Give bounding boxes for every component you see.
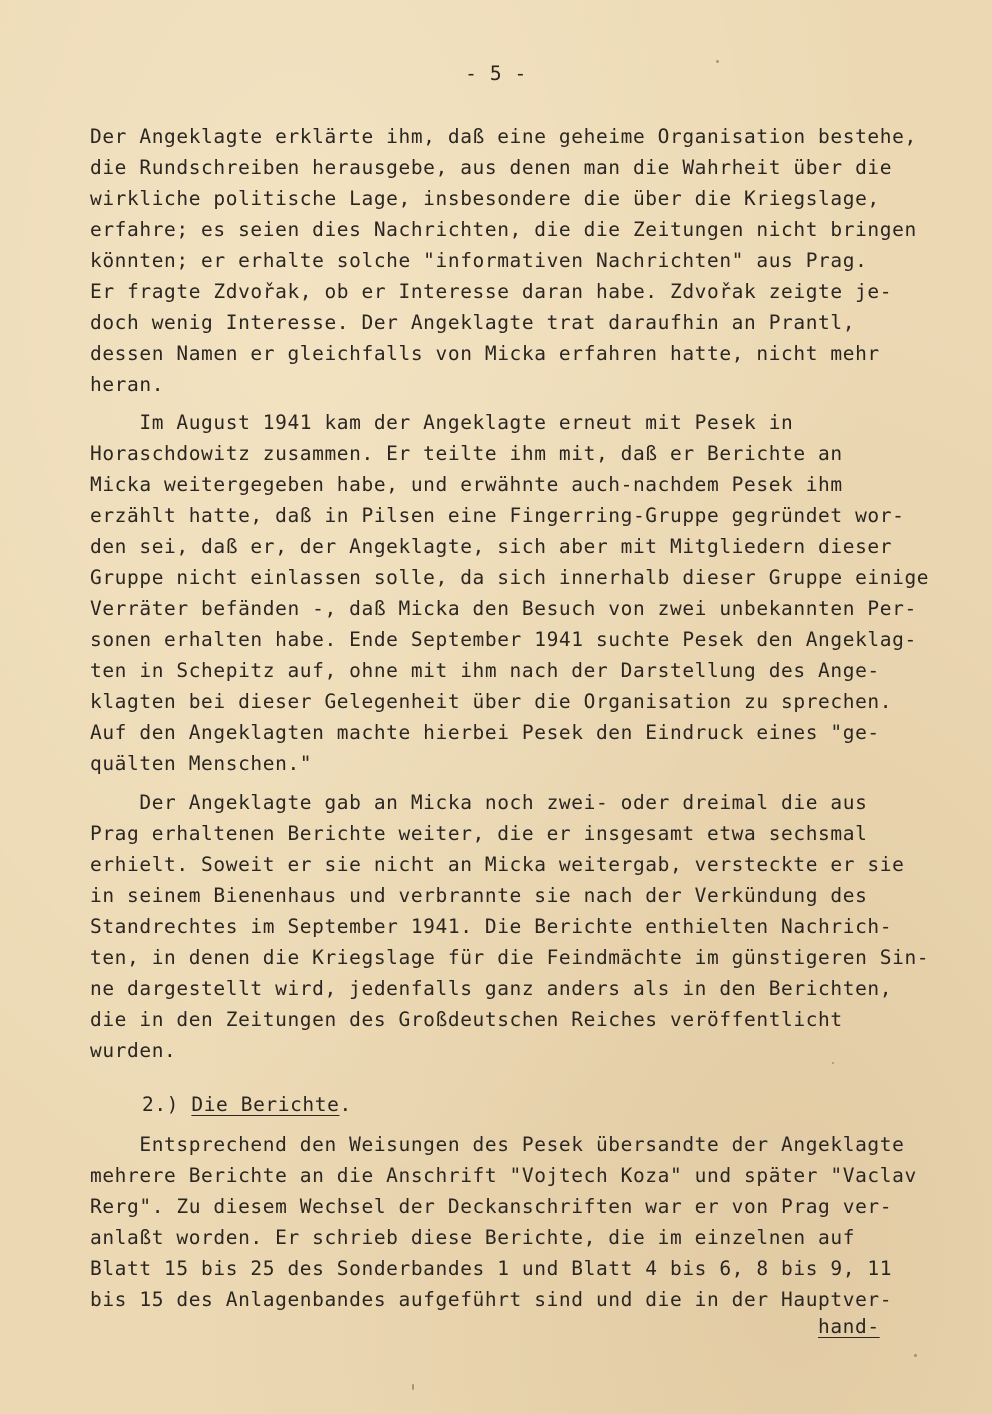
paper-speck xyxy=(716,60,719,63)
text-line: Auf den Angeklagten machte hierbei Pesek den Eindruck eines "ge- xyxy=(90,721,880,744)
text-line: könnten; er erhalte solche "informativen Nachrichten" aus Prag. xyxy=(90,249,868,272)
text-line: ten in Schepitz auf, ohne mit ihm nach der Darstellung des Ange- xyxy=(90,659,880,682)
text-line: erfahre; es seien dies Nachrichten, die die Zeitungen nicht bringen xyxy=(90,218,917,241)
text-line: in seinem Bienenhaus und verbrannte sie nach der Verkündung des xyxy=(90,884,868,907)
text-line: den sei, daß er, der Angeklagte, sich aber mit Mitgliedern dieser xyxy=(90,535,893,558)
paper-speck xyxy=(832,1062,834,1064)
text-line: die in den Zeitungen des Großdeutschen Reiches veröffentlicht xyxy=(90,1008,843,1031)
text-line: Micka weitergegeben habe, und erwähnte auch-nachdem Pesek ihm xyxy=(90,473,843,496)
text-line: erhielt. Soweit er sie nicht an Micka weitergab, versteckte er sie xyxy=(90,853,905,876)
text-line: Standrechtes im September 1941. Die Berichte enthielten Nachrich- xyxy=(90,915,893,938)
catchword: hand- xyxy=(818,1315,880,1338)
text-line: ten, in denen die Kriegslage für die Feindmächte im günstigeren Sin- xyxy=(90,946,930,969)
paper-speck xyxy=(412,1384,414,1390)
text-line: anlaßt worden. Er schrieb diese Berichte, die im einzelnen auf xyxy=(90,1226,856,1249)
section-number: 2.) xyxy=(142,1093,180,1116)
text-line: Rerg". Zu diesem Wechsel der Deckanschriften war er von Prag ver- xyxy=(90,1195,893,1218)
text-line: klagten bei dieser Gelegenheit über die Organisation zu sprechen. xyxy=(90,690,893,713)
text-line: erzählt hatte, daß in Pilsen eine Fingerring-Gruppe gegründet wor- xyxy=(90,504,905,527)
text-line: Im August 1941 kam der Angeklagte erneut mit Pesek in xyxy=(90,411,794,434)
text-line: bis 15 des Anlagenbandes aufgeführt sind und die in der Hauptver- xyxy=(90,1288,893,1311)
text-line: Der Angeklagte gab an Micka noch zwei- oder dreimal die aus xyxy=(90,791,868,814)
text-line: Er fragte Zdvořak, ob er Interesse daran habe. Zdvořak zeigte je- xyxy=(90,280,893,303)
text-line: wurden. xyxy=(90,1039,177,1062)
text-line: Gruppe nicht einlassen solle, da sich innerhalb dieser Gruppe einige xyxy=(90,566,930,589)
text-line: quälten Menschen." xyxy=(90,752,313,775)
page-number: - 5 - xyxy=(465,62,527,85)
text-line: ne dargestellt wird, jedenfalls ganz anders als in den Berichten, xyxy=(90,977,893,1000)
text-line: doch wenig Interesse. Der Angeklagte trat daraufhin an Prantl, xyxy=(90,311,856,334)
text-line: Entsprechend den Weisungen des Pesek übersandte der Angeklagte xyxy=(90,1133,905,1156)
text-line: Blatt 15 bis 25 des Sonderbandes 1 und Blatt 4 bis 6, 8 bis 9, 11 xyxy=(90,1257,893,1280)
section-title: Die Berichte xyxy=(191,1093,340,1116)
text-line: Verräter befänden -, daß Micka den Besuch von zwei unbekannten Per- xyxy=(90,597,917,620)
section-title-end: . xyxy=(339,1093,352,1116)
text-line: Prag erhaltenen Berichte weiter, die er insgesamt etwa sechsmal xyxy=(90,822,868,845)
paper-speck xyxy=(914,1354,917,1357)
text-line: die Rundschreiben herausgebe, aus denen man die Wahrheit über die xyxy=(90,156,893,179)
section-heading xyxy=(142,1090,352,1120)
text-line: sonen erhalten habe. Ende September 1941 suchte Pesek den Angeklag- xyxy=(90,628,917,651)
text-line: heran. xyxy=(90,373,165,396)
text-line: Der Angeklagte erklärte ihm, daß eine geheime Organisation bestehe, xyxy=(90,125,917,148)
text-line: wirkliche politische Lage, insbesondere die über die Kriegslage, xyxy=(90,187,880,210)
text-line: mehrere Berichte an die Anschrift "Vojtech Koza" und später "Vaclav xyxy=(90,1164,917,1187)
text-line: dessen Namen er gleichfalls von Micka erfahren hatte, nicht mehr xyxy=(90,342,880,365)
text-line: Horaschdowitz zusammen. Er teilte ihm mit, daß er Berichte an xyxy=(90,442,843,465)
